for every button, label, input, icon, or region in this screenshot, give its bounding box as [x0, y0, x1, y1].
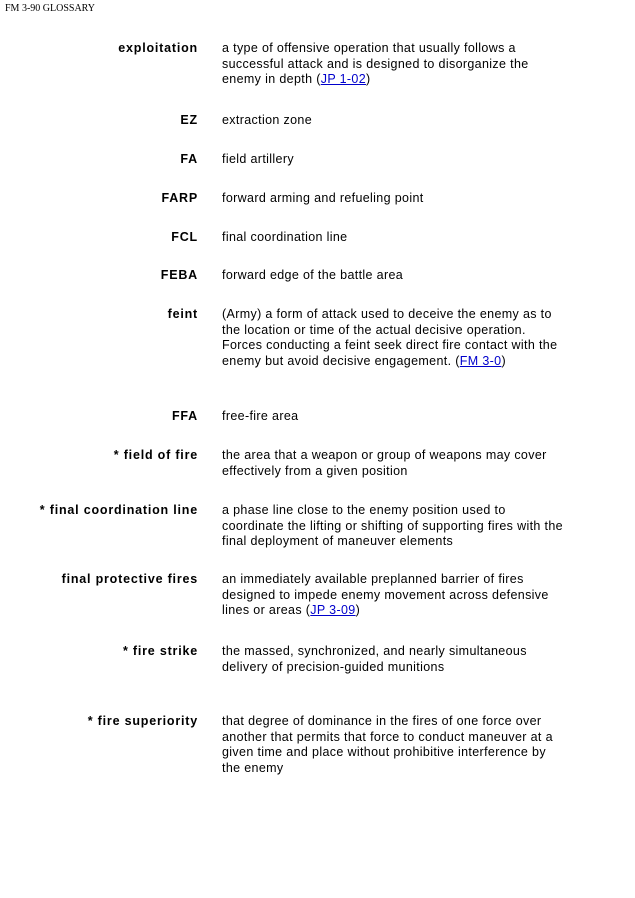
reference-link[interactable]: JP 1-02 [320, 72, 367, 86]
glossary-term: * field of fire [113, 448, 198, 462]
glossary-definition: the area that a weapon or group of weapons may cover effectively from a given position [222, 448, 547, 478]
glossary-term: final protective fires [61, 572, 198, 586]
glossary-term: * fire superiority [87, 714, 198, 728]
glossary-definition: the massed, synchronized, and nearly simultaneous delivery of precision-guided munitions [222, 644, 527, 674]
glossary-definition: final coordination line [222, 230, 348, 244]
glossary-definition: (Army) a form of attack used to deceive the enemy as to the location or time of the actual decisive operation. Forces conducting a feint seek direct fire contact with the enemy but avoid decisive engagement. (FM 3-0) [222, 307, 558, 368]
glossary-term: feint [167, 307, 198, 321]
glossary-definition: a phase line close to the enemy position used to coordinate the lifting or shifting of supporting fires with the final deployment of maneuver elements [222, 503, 563, 548]
glossary-term: FARP [161, 191, 198, 205]
glossary-term: FEBA [160, 268, 198, 282]
glossary-definition: forward arming and refueling point [222, 191, 424, 205]
glossary-term: FCL [171, 230, 198, 244]
glossary-term: exploitation [118, 41, 198, 55]
glossary-term: * final coordination line [39, 503, 198, 517]
glossary-definition: free-fire area [222, 409, 299, 423]
glossary-term: * fire strike [122, 644, 198, 658]
glossary-term: FFA [171, 409, 198, 423]
glossary-definition: forward edge of the battle area [222, 268, 404, 282]
glossary-definition: an immediately available preplanned barrier of fires designed to impede enemy movement across defensive lines or areas (JP 3-09) [222, 572, 549, 617]
glossary-definition: that degree of dominance in the fires of one force over another that permits that force to conduct maneuver at a given time and place without prohibitive interference by the enemy [222, 714, 553, 775]
reference-link[interactable]: JP 3-09 [310, 603, 356, 617]
glossary-definition: field artillery [222, 152, 294, 166]
page-header: FM 3-90 GLOSSARY [5, 3, 96, 14]
glossary-term: FA [180, 152, 198, 166]
glossary-term: EZ [180, 113, 198, 127]
reference-link[interactable]: FM 3-0 [459, 353, 502, 368]
glossary-definition: a type of offensive operation that usually follows a successful attack and is designed to disorganize the enemy in depth (JP 1-02) [222, 41, 529, 86]
glossary-definition: extraction zone [222, 113, 313, 127]
